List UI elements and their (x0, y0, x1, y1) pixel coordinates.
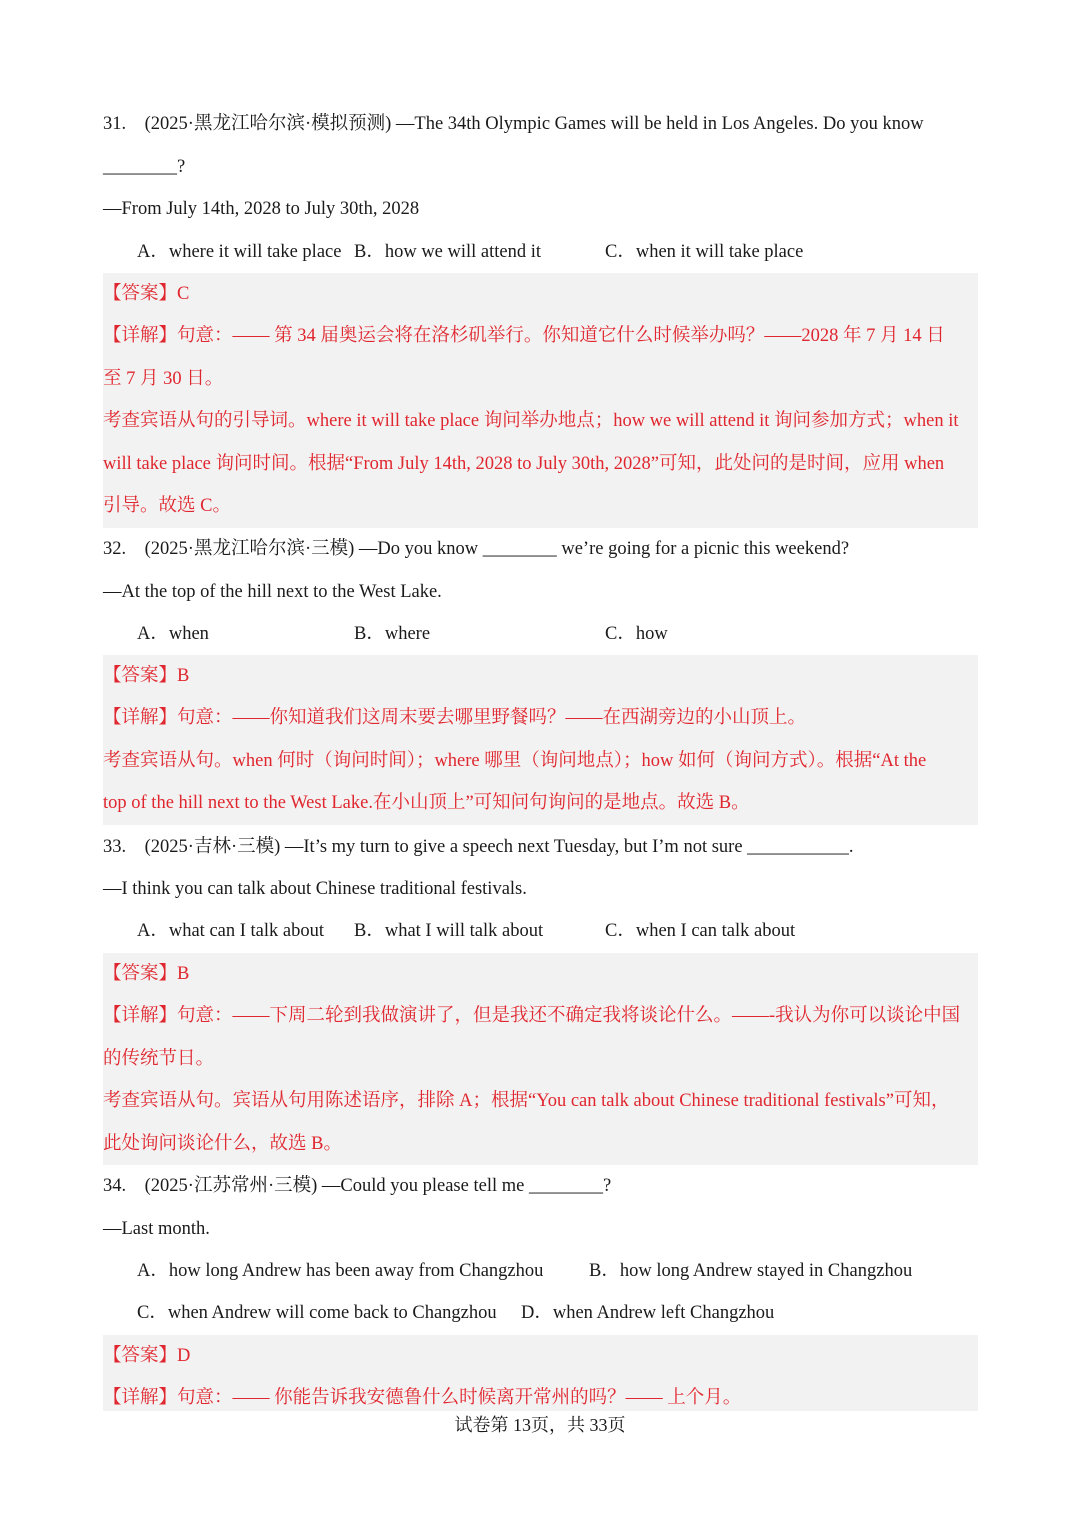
q33-reply: —I think you can talk about Chinese traditional festivals. (103, 879, 527, 899)
q34-answer-block (103, 1335, 978, 1411)
q33-answer-block (103, 953, 978, 1165)
q31-stem-line2: ________? (103, 157, 186, 177)
page-footer: 试卷第 13页，共 33页 (454, 1415, 626, 1435)
q32-detail-line1: 【详解】句意：——你知道我们这周末要去哪里野餐吗？——在西湖旁边的小山顶上。 (103, 708, 807, 728)
q31-option-a: A．where it will take place (137, 242, 342, 262)
q33-option-b: B．what I will talk about (354, 921, 544, 941)
q34-answer: 【答案】D (103, 1346, 191, 1366)
q34-option-b: B．how long Andrew stayed in Changzhou (589, 1261, 913, 1281)
q32-stem: 32. (2025·黑龙江哈尔滨·三模) —Do you know ________ we’re going for a picnic this weekend? (103, 539, 850, 559)
q31-answer-block (103, 273, 978, 528)
q33-answer: 【答案】B (103, 964, 190, 984)
q31-answer: 【答案】C (103, 284, 190, 304)
q34-option-c: C．when Andrew will come back to Changzhou (137, 1303, 497, 1323)
q33-detail-line3: 考查宾语从句。宾语从句用陈述语序，排除 A；根据“You can talk about Chinese traditional festivals”可知， (103, 1091, 950, 1111)
q31-option-c: C．when it will take place (605, 242, 804, 262)
q31-detail-line1: 【详解】句意：—— 第 34 届奥运会将在洛杉矶举行。你知道它什么时候举办吗？——2028 年 7 月 14 日 (103, 326, 945, 346)
q31-reply: —From July 14th, 2028 to July 30th, 2028 (103, 199, 420, 219)
q32-detail-line3: top of the hill next to the West Lake.在小山顶上”可知问句询问的是地点。故选 B。 (103, 793, 750, 813)
q34-options-row2 (103, 1300, 978, 1326)
q33-detail-line2: 的传统节日。 (103, 1049, 215, 1069)
q33-option-c: C．when I can talk about (605, 921, 796, 941)
q31-detail-line5: 引导。故选 C。 (103, 496, 231, 516)
q34-stem: 34. (2025·江苏常州·三模) —Could you please tell me ________? (103, 1176, 612, 1196)
q31-option-b: B．how we will attend it (354, 242, 542, 262)
q32-option-a: A．when (137, 624, 209, 644)
q34-reply: —Last month. (103, 1219, 210, 1239)
q32-options (103, 621, 978, 647)
q32-answer-block (103, 655, 978, 825)
q31-stem-line1: 31. (2025·黑龙江哈尔滨·模拟预测) —The 34th Olympic Games will be held in Los Angeles. Do you know (103, 114, 924, 134)
q32-option-b: B．where (354, 624, 431, 644)
q33-detail-line1: 【详解】句意：——下周二轮到我做演讲了，但是我还不确定我将谈论什么。——-我认为你可以谈论中国 (103, 1006, 961, 1026)
q33-detail-line4: 此处询问谈论什么，故选 B。 (103, 1134, 342, 1154)
q31-detail-line3: 考查宾语从句的引导词。where it will take place 询问举办地点；how we will attend it 询问参加方式；when it (103, 411, 959, 431)
q33-stem: 33. (2025·吉林·三模) —It’s my turn to give a speech next Tuesday, but I’m not sure ___________. (103, 837, 854, 857)
q32-detail-line2: 考查宾语从句。when 何时（询问时间）；where 哪里（询问地点）；how 如何（询问方式）。根据“At the (103, 751, 927, 771)
q31-options (103, 239, 978, 265)
q34-options-row1 (103, 1258, 978, 1284)
q34-option-a: A．how long Andrew has been away from Changzhou (137, 1261, 544, 1281)
q32-answer: 【答案】B (103, 666, 190, 686)
q33-options (103, 918, 978, 944)
q34-detail-line1: 【详解】句意：—— 你能告诉我安德鲁什么时候离开常州的吗？—— 上个月。 (103, 1388, 742, 1408)
q32-reply: —At the top of the hill next to the West Lake. (103, 582, 442, 602)
q34-option-d: D．when Andrew left Changzhou (521, 1303, 775, 1323)
q31-detail-line2: 至 7 月 30 日。 (103, 369, 224, 389)
q33-option-a: A．what can I talk about (137, 921, 324, 941)
q31-detail-line4: will take place 询问时间。根据“From July 14th, 2028 to July 30th, 2028”可知，此处问的是时间，应用 when (103, 454, 945, 474)
q32-option-c: C．how (605, 624, 668, 644)
